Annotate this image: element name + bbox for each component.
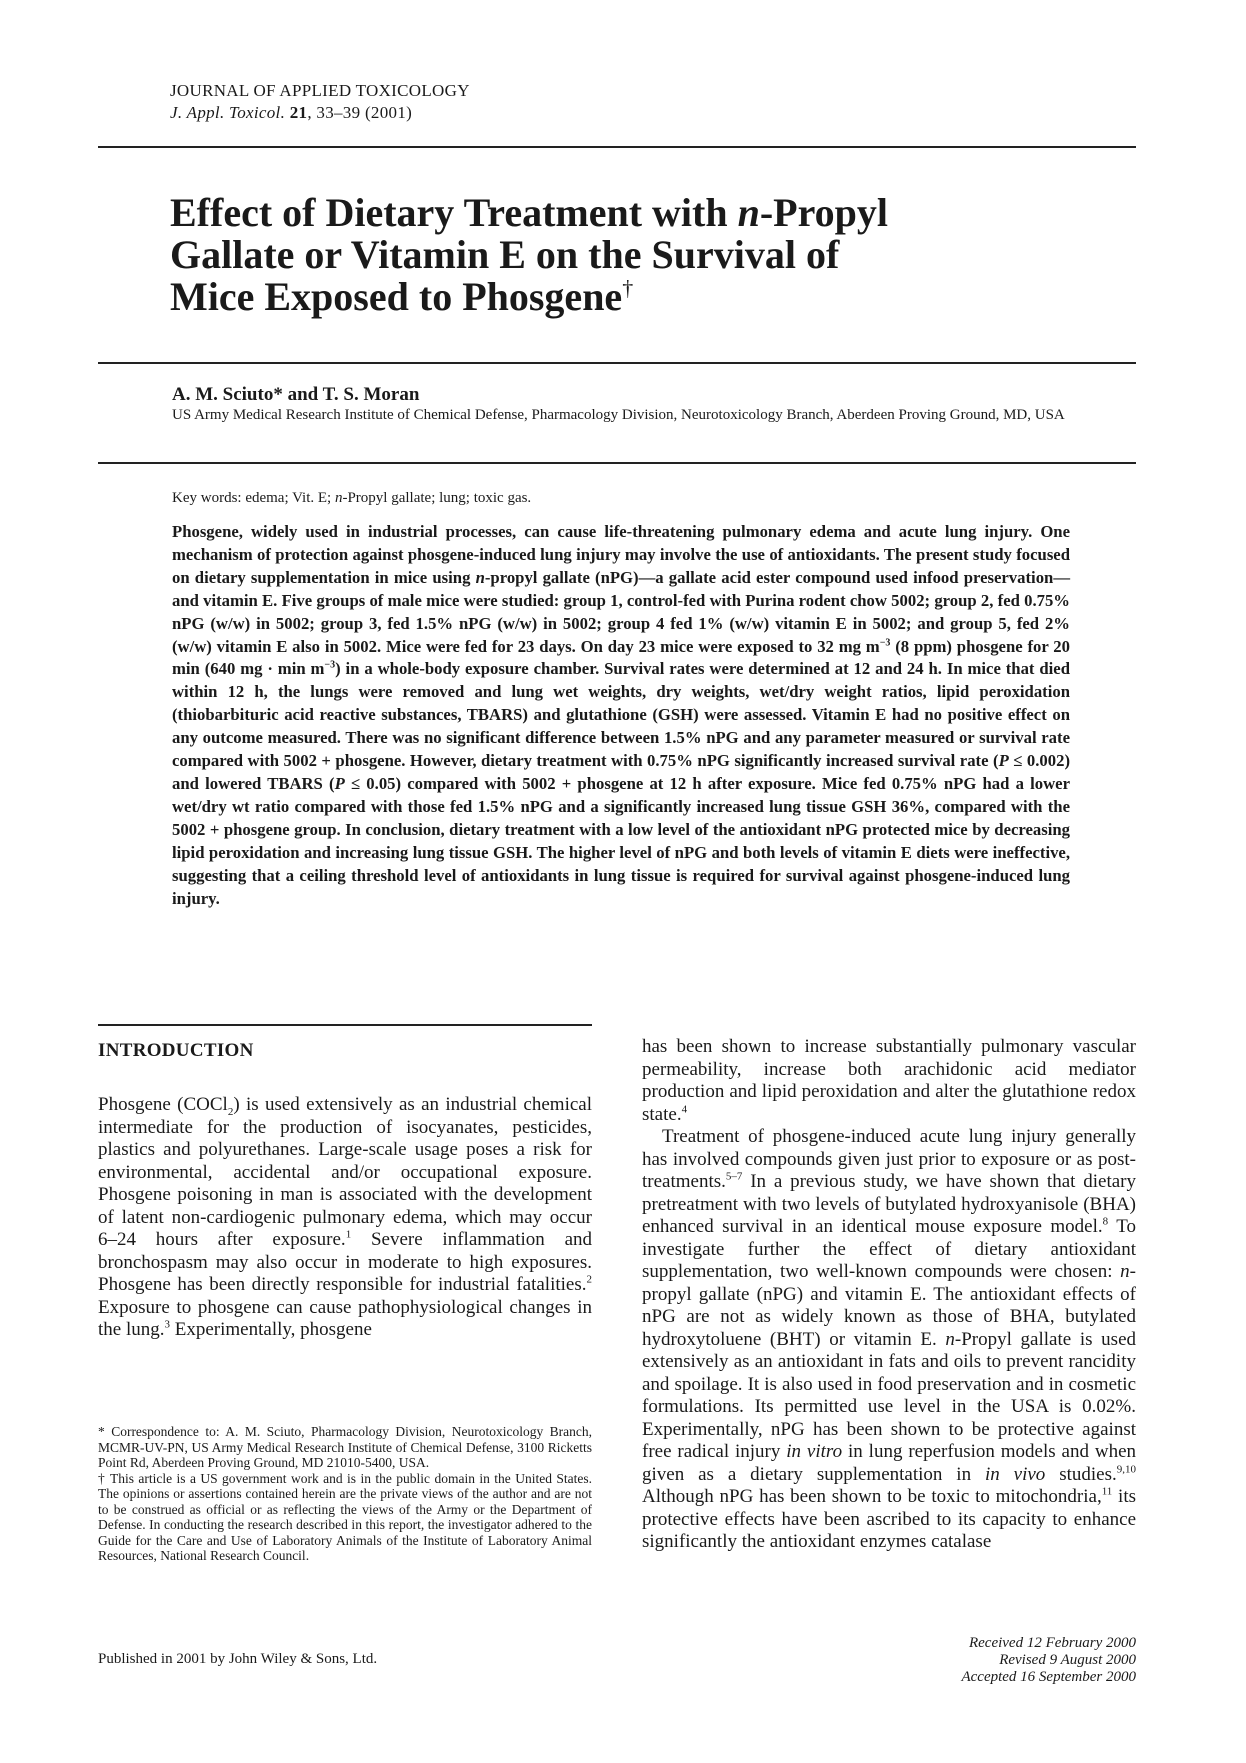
ref-5-7: 5–7 — [725, 1170, 743, 1183]
ref-2: 2 — [586, 1273, 592, 1286]
intro-text-d: Exposure to phosgene can cause pathophysiological changes in the lung. — [98, 1296, 592, 1340]
title-line-1-end: -Propyl — [759, 190, 889, 235]
intro-text-c: Severe inflammation and bronchospasm may also occur in moderate to high exposures. Phosgene has been directly responsible for industrial fatalities. — [98, 1229, 593, 1295]
title-line-3 — [170, 276, 1070, 318]
intro-left-column — [98, 1094, 592, 1342]
intro-right-text-i: Although nPG has been shown to be toxic to mitochondria, — [642, 1486, 1102, 1507]
ref-11: 11 — [1101, 1485, 1113, 1498]
publisher-line: Published in 2001 by John Wiley & Sons, Ltd. — [98, 1651, 378, 1667]
intro-sub-2: 2 — [227, 1105, 234, 1118]
abstract-italic-p2: P — [334, 773, 345, 793]
abstract — [172, 521, 1070, 910]
ref-4: 4 — [681, 1103, 688, 1116]
article-dates — [836, 1635, 1136, 1686]
title-line-2: Gallate or Vitamin E on the Survival of — [170, 232, 840, 277]
footnotes — [98, 1424, 592, 1564]
footnote-dagger: † This article is a US government work and is in the public domain in the United States. The opinions or assertions contained herein are the private views of the author and are not to be construed as official or as reflecting the views of the Army or the Department of Defense. In conducting the research described in this report, the investigator adhered to the Guide for the Care and Use of Laboratory Animals of the Institute of Laboratory Animal Resources, National Research Council. — [98, 1470, 592, 1563]
affiliation: US Army Medical Research Institute of Chemical Defense, Pharmacology Division, Neurotoxicology Branch, Aberdeen Proving Ground, MD, USA — [172, 407, 1065, 423]
journal-citation — [170, 102, 470, 124]
footnote-correspondence: * Correspondence to: A. M. Sciuto, Pharmacology Division, Neurotoxicology Branch, MCMR-UV-PN, US Army Medical Research Institute of Chemical Defense, 3100 Ricketts Point Rd, Aberdeen Proving Ground, MD 21010-5400, USA. — [98, 1424, 592, 1470]
abstract-sup-1: −3 — [879, 636, 891, 648]
intro-paragraph-1 — [98, 1094, 592, 1342]
date-revised: Revised 9 August 2000 — [999, 1652, 1136, 1668]
abstract-italic-p1: P — [998, 751, 1009, 771]
keywords-text: Key words: edema; Vit. E; — [172, 490, 335, 506]
journal-volume: 21 — [289, 103, 308, 122]
date-received: Received 12 February 2000 — [968, 1635, 1136, 1651]
keywords-italic-n: n — [334, 490, 343, 506]
ref-3: 3 — [164, 1318, 170, 1331]
journal-abbrev: J. Appl. Toxicol. — [170, 103, 286, 122]
ref-1: 1 — [345, 1228, 352, 1241]
keywords-text-end: -Propyl gallate; lung; toxic gas. — [342, 490, 532, 506]
intro-right-text-d: To investigate further the effect of dietary antioxidant supplementation, two well-known compounds were chosen: — [642, 1216, 1136, 1282]
title-line-1-text: Effect of Dietary Treatment with — [170, 190, 738, 235]
intro-rule — [98, 1024, 592, 1026]
abstract-sup-2: −3 — [324, 659, 336, 671]
intro-text-a: Phosgene (COCl — [98, 1094, 228, 1115]
keywords — [172, 490, 531, 507]
title-dagger: † — [622, 275, 634, 301]
intro-right-text-j: its protective effects have been ascribed to its capacity to enhance significantly the antioxidant enzymes catalase — [642, 1486, 1137, 1552]
date-accepted: Accepted 16 September 2000 — [961, 1669, 1136, 1685]
authors: A. M. Sciuto* and T. S. Moran — [172, 384, 420, 405]
intro-text-b: ) is used extensively as an industrial chemical intermediate for the production of isocyanates, pesticides, plastics and polyurethanes. Large-scale usage poses a risk for environmental, accidental and/or occupational exposure. Phosgene poisoning in man is associated with the development of latent non-cardiogenic pulmonary edema, which may occur 6–24 hours after exposure. — [98, 1094, 592, 1250]
intro-right-text-f: -Propyl gallate is used extensively as an antioxidant in fats and oils to prevent rancidity and spoilage. It is also used in food preservation and in cosmetic formulations. Its permitted use level in the USA is 0.02%. Experimentally, nPG has been shown to be protective against free radical injury — [642, 1328, 1136, 1462]
abstract-text-2: -propyl gallate (nPG)—a gallate acid ester compound used infood preservation—and vitamin E. Five groups of male mice were studied: group 1, control-fed with Purina rodent chow 5002; group 2, fed 0.75% nPG (w/w) in 5002; group 3, fed 1.5% nPG (w/w) in 5002; group 4 fed 1% (w/w) vitamin E in 5002; and group 5, fed 2% (w/w) vitamin E also in 5002. Mice were fed for 23 days. On day 23 mice were exposed to 32 mg m — [172, 567, 1071, 656]
intro-right-text-c: In a previous study, we have shown that dietary pretreatment with two levels of butylated hydroxyanisole (BHA) enhanced survival in an identical mouse exposure model. — [642, 1171, 1136, 1237]
intro-italic-n-1: n — [1120, 1261, 1130, 1282]
intro-right-text-g: in lung reperfusion models and when given as a dietary supplementation in — [642, 1441, 1137, 1485]
section-heading-introduction: INTRODUCTION — [98, 1040, 254, 1061]
abstract-italic-n: n — [475, 567, 485, 587]
intro-right-text-e: -propyl gallate (nPG) and vitamin E. The antioxidant effects of nPG are not as widely known as those of BHA, butylated hydroxytoluene (BHT) or vitamin E. — [642, 1261, 1136, 1350]
ref-9-10: 9,10 — [1116, 1463, 1136, 1476]
journal-pages-year: , 33–39 (2001) — [307, 103, 413, 122]
intro-paragraph-2 — [642, 1036, 1136, 1126]
abstract-text-6: ≤ 0.05) compared with 5002 + phosgene at 12 h after exposure. Mice fed 0.75% nPG had a lower wet/dry wt ratio compared with those fed 1.5% nPG and a significantly increased lung tissue GSH 36%, compared with the 5002 + phosgene group. In conclusion, dietary treatment with a low level of the antioxidant nPG protected mice by decreasing lipid peroxidation and increasing lung tissue GSH. The higher level of nPG and both levels of vitamin E diets were ineffective, suggesting that a ceiling threshold level of antioxidants in lung tissue is required for survival against phosgene-induced lung injury. — [172, 773, 1070, 908]
title-rule — [98, 362, 1136, 364]
title-line-3-text: Mice Exposed to Phosgene — [170, 274, 623, 319]
journal-header — [170, 80, 470, 124]
abstract-text-3: (8 ppm) phosgene for 20 min (640 mg · min m — [172, 636, 1070, 679]
intro-right-column — [642, 1036, 1136, 1554]
title-line-1 — [170, 192, 1070, 234]
abstract-text-5: ≤ 0.002) and lowered TBARS ( — [172, 751, 1070, 793]
intro-right-text-a: has been shown to increase substantially pulmonary vascular permeability, increase both arachidonic acid mediator production and lipid peroxidation and alter the glutathione redox state. — [642, 1036, 1136, 1125]
header-rule — [98, 146, 1136, 148]
author-rule — [98, 462, 1136, 464]
abstract-text-4: ) in a whole-body exposure chamber. Survival rates were determined at 12 and 24 h. In mice that died within 12 h, the lungs were removed and lung wet weights, dry weights, wet/dry weight ratios, lipid peroxidation (thiobarbituric acid reactive substances, TBARS) and glutathione (GSH) were assessed. Vitamin E had no positive effect on any outcome measured. There was no significant difference between 1.5% nPG and any parameter measured or survival rate compared with 5002 + phosgene. However, dietary treatment with 0.75% nPG significantly increased survival rate ( — [172, 659, 1070, 771]
intro-right-text-b: Treatment of phosgene-induced acute lung injury generally has involved compounds given just prior to exposure or as post-treatments. — [642, 1126, 1136, 1192]
intro-italic-in-vivo: in vivo — [984, 1463, 1046, 1485]
intro-italic-n-2: n — [945, 1328, 955, 1350]
intro-right-text-h: studies. — [1045, 1463, 1117, 1485]
intro-italic-in-vitro: in vitro — [786, 1441, 843, 1462]
ref-8: 8 — [1102, 1215, 1109, 1228]
abstract-text-1: Phosgene, widely used in industrial processes, can cause life-threatening pulmonary edema and acute lung injury. One mechanism of protection against phosgene-induced lung injury may involve the use of antioxidants. The present study focused on dietary supplementation in mice using — [172, 522, 1070, 587]
intro-paragraph-3 — [642, 1126, 1136, 1554]
article-title — [170, 192, 1070, 318]
journal-name: JOURNAL OF APPLIED TOXICOLOGY — [170, 81, 470, 100]
intro-text-e: Experimentally, phosgene — [170, 1319, 372, 1340]
title-italic-n: n — [737, 190, 760, 235]
